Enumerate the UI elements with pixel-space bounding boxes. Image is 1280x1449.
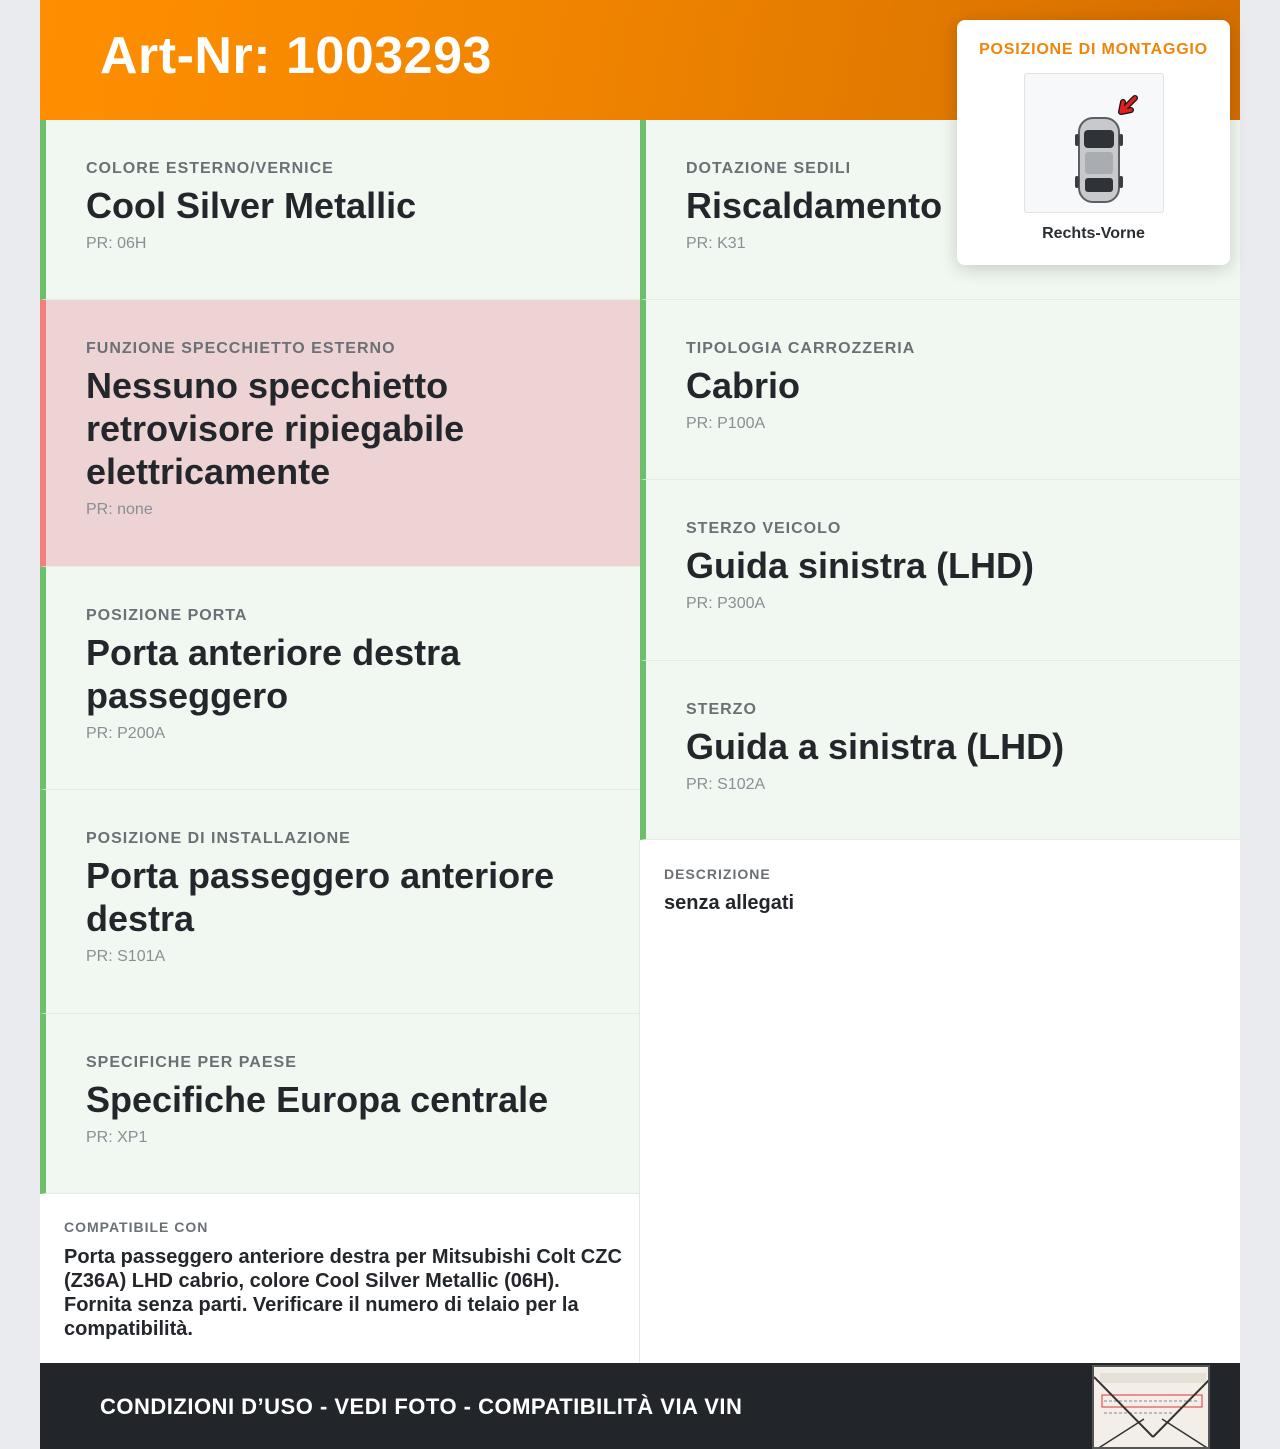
mount-position-title: POSIZIONE DI MONTAGGIO bbox=[979, 41, 1208, 58]
page-footer bbox=[40, 1363, 1240, 1449]
attribute-pr-code: PR: K31 bbox=[686, 235, 746, 252]
attribute-label: STERZO VEICOLO bbox=[686, 520, 842, 537]
description-label: DESCRIZIONE bbox=[664, 866, 771, 882]
attribute-pr-code: PR: S102A bbox=[686, 776, 766, 793]
article-number-title: Art-Nr: 1003293 bbox=[100, 27, 492, 85]
attribute-pr-code: PR: XP1 bbox=[86, 1129, 148, 1146]
attribute-pr-code: PR: none bbox=[86, 501, 153, 518]
attribute-card-exterior-color bbox=[40, 120, 640, 300]
mount-position-panel bbox=[957, 20, 1230, 265]
attribute-value: Guida sinistra (LHD) bbox=[686, 545, 1035, 586]
attribute-label: COLORE ESTERNO/VERNICE bbox=[86, 160, 334, 177]
compatibility-text: Porta passeggero anteriore destra per Mitsubishi Colt CZC (Z36A) LHD cabrio, colore Cool Silver Metallic (06H). Fornita senza parti. Verificare il numero di telaio per la compatibilità. bbox=[64, 1246, 622, 1340]
attribute-value: Guida a sinistra (LHD) bbox=[686, 726, 1065, 767]
attribute-card-body-type bbox=[640, 300, 1240, 480]
attribute-label: POSIZIONE DI INSTALLAZIONE bbox=[86, 830, 351, 847]
attribute-value: Specifiche Europa centrale bbox=[86, 1079, 549, 1120]
description-section bbox=[664, 866, 1224, 915]
attribute-label: TIPOLOGIA CARROZZERIA bbox=[686, 340, 916, 357]
attribute-label: SPECIFICHE PER PAESE bbox=[86, 1054, 297, 1071]
attribute-value: Porta anteriore destra passeggero bbox=[86, 632, 461, 716]
footer-conditions-text: CONDIZIONI D’USO - VEDI FOTO - COMPATIBILITÀ VIA VIN bbox=[100, 1394, 743, 1419]
compatibility-label: COMPATIBILE CON bbox=[64, 1219, 209, 1235]
attribute-pr-code: PR: P100A bbox=[686, 415, 766, 432]
attribute-card-mirror-function bbox=[40, 300, 640, 567]
attribute-label: STERZO bbox=[686, 701, 757, 718]
compatibility-section bbox=[64, 1219, 624, 1341]
attribute-label: DOTAZIONE SEDILI bbox=[686, 160, 852, 177]
column-divider bbox=[639, 840, 640, 1363]
left-attribute-column bbox=[40, 120, 640, 1194]
attribute-card-steering bbox=[640, 661, 1240, 840]
mount-position-caption: Rechts-Vorne bbox=[1042, 225, 1145, 242]
document-label-photo-icon[interactable] bbox=[1092, 1365, 1210, 1449]
attribute-card-door-position bbox=[40, 567, 640, 790]
attribute-card-country-spec bbox=[40, 1014, 640, 1194]
attribute-card-vehicle-steering bbox=[640, 480, 1240, 661]
car-top-view-icon bbox=[1024, 73, 1164, 213]
attribute-pr-code: PR: S101A bbox=[86, 948, 166, 965]
attribute-label: FUNZIONE SPECCHIETTO ESTERNO bbox=[86, 340, 396, 357]
attribute-value: Cool Silver Metallic bbox=[86, 185, 417, 226]
attribute-pr-code: PR: P300A bbox=[686, 595, 766, 612]
attribute-value: Cabrio bbox=[686, 365, 801, 406]
attribute-value: Porta passeggero anteriore destra bbox=[86, 855, 555, 939]
attribute-card-installation-position bbox=[40, 790, 640, 1014]
attribute-pr-code: PR: P200A bbox=[86, 725, 166, 742]
attribute-value: Nessuno specchietto retrovisore ripiegabile elettricamente bbox=[86, 365, 465, 492]
attribute-label: POSIZIONE PORTA bbox=[86, 607, 248, 624]
attribute-value: Riscaldamento bbox=[686, 185, 943, 226]
description-text: senza allegati bbox=[664, 892, 795, 914]
attribute-pr-code: PR: 06H bbox=[86, 235, 147, 252]
